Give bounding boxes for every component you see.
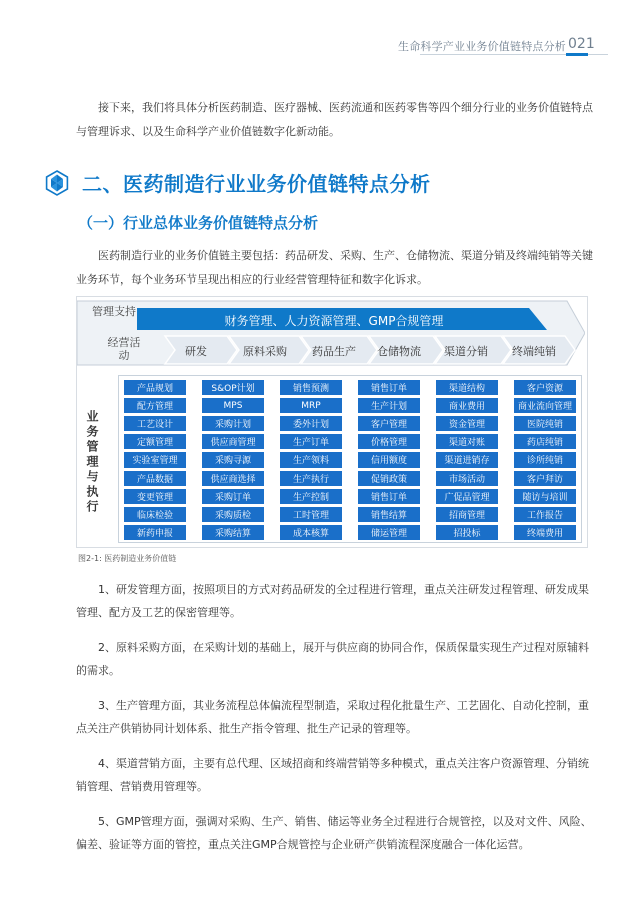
grid-cell: 诊所纯销: [514, 452, 576, 467]
management-banner-text: 财务管理、人力资源管理、GMP合规管理: [224, 314, 444, 328]
grid-cell: 新药申报: [124, 525, 186, 540]
process-logistics: 仓储物流: [377, 345, 421, 358]
grid-cell: 采购寻源: [202, 452, 264, 467]
grid-cell: 招投标: [436, 525, 498, 540]
grid-cell: 采购计划: [202, 416, 264, 431]
grid-cell: 成本核算: [280, 525, 342, 540]
grid-cell: 资金管理: [436, 416, 498, 431]
process-procurement: 原料采购: [243, 345, 287, 358]
grid-cell: 价格管理: [358, 434, 420, 449]
subsection-heading: （一）行业总体业务价值链特点分析: [78, 214, 319, 232]
process-production: 药品生产: [312, 345, 356, 358]
grid-cell: 产品规划: [124, 380, 186, 395]
grid-cell: 变更管理: [124, 489, 186, 504]
section-heading-text: 二、医药制造行业业务价值链特点分析: [82, 172, 431, 196]
process-distribution: 渠道分销: [444, 345, 488, 358]
point-5: 5、GMP管理方面，强调对采购、生产、销售、储运等业务全过程进行合规管控，以及对文件、风险、偏差、验证等方面的管控，重点关注GMP合规管控与企业研产供销流程深度融合一体化运营。: [76, 815, 592, 851]
grid-cell: 生产执行: [280, 471, 342, 486]
section-body-paragraph: 医药制造行业的业务价值链主要包括：药品研发、采购、生产、仓储物流、渠道分销及终端纯销等关键业务环节，每个业务环节呈现出相应的行业经营管理特征和数字化诉求。: [76, 249, 593, 286]
grid-cell: 工艺设计: [124, 416, 186, 431]
execution-label: 业务管理与执行: [85, 410, 99, 515]
figure-caption: 图2-1: 医药制造业务价值链: [78, 554, 177, 563]
grid-cell: 委外计划: [280, 416, 342, 431]
grid-cell: 药店纯销: [514, 434, 576, 449]
grid-cell: 渠道进销存: [436, 452, 498, 467]
operations-label: 经营活动: [107, 336, 141, 362]
grid-cell: S&OP计划: [202, 380, 264, 395]
grid-cell: 渠道对账: [436, 434, 498, 449]
grid-cell: 生产订单: [280, 434, 342, 449]
section-body-block: [76, 244, 596, 292]
grid-cell: 广促品管理: [436, 489, 498, 504]
grid-cell: 商业流向管理: [514, 398, 576, 413]
grid-cell: 供应商管理: [202, 434, 264, 449]
grid-cell: 临床检验: [124, 507, 186, 522]
grid-cell: 销售订单: [358, 380, 420, 395]
grid-cell: 配方管理: [124, 398, 186, 413]
grid-cell: 供应商选择: [202, 471, 264, 486]
grid-cell: 客户拜访: [514, 471, 576, 486]
grid-cell: 终端费用: [514, 525, 576, 540]
point-1: 1、研发管理方面，按照项目的方式对药品研发的全过程进行管理，重点关注研发过程管理、研发成果管理、配方及工艺的保密管理等。: [76, 583, 589, 619]
grid-cell: 储运管理: [358, 525, 420, 540]
running-header-title: 生命科学产业业务价值链特点分析: [398, 40, 566, 53]
management-support-label: 管理支持: [92, 305, 136, 318]
grid-cell: 产品数据: [124, 471, 186, 486]
grid-cell: 采购质检: [202, 507, 264, 522]
grid-cell: 市场活动: [436, 471, 498, 486]
grid-cell: 采购结算: [202, 525, 264, 540]
grid-cell: 销售结算: [358, 507, 420, 522]
points-list: [76, 578, 596, 868]
grid-cell: 招商管理: [436, 507, 498, 522]
page-number: 021: [568, 36, 595, 52]
intro-paragraph: 接下来，我们将具体分析医药制造、医疗器械、医药流通和医药零售等四个细分行业的业务价值链特点与管理诉求、以及生命科学产业价值链数字化新动能。: [76, 101, 593, 138]
header-accent-bar: [566, 53, 588, 56]
grid-cell: 生产领料: [280, 452, 342, 467]
grid-cell: 销售预测: [280, 380, 342, 395]
grid-cell: 销售订单: [358, 489, 420, 504]
process-terminal: 终端纯销: [512, 345, 556, 358]
grid-cell: 促销政策: [358, 471, 420, 486]
execution-grid: [124, 380, 576, 540]
grid-cell: 商业费用: [436, 398, 498, 413]
intro-block: [76, 96, 596, 144]
point-4: 4、渠道营销方面，主要有总代理、区域招商和终端营销等多种模式，重点关注客户资源管理、分销统销管理、营销费用管理等。: [76, 757, 589, 793]
grid-cell: MRP: [280, 398, 342, 413]
point-3: 3、生产管理方面，其业务流程总体偏流程型制造，采取过程化批量生产、工艺固化、自动化控制，重点关注产供销协同计划体系、批生产指令管理、批生产记录的管理等。: [76, 699, 589, 735]
section-heading: [44, 168, 431, 197]
hexagon-flower-icon: [44, 170, 70, 196]
grid-cell: 工时管理: [280, 507, 342, 522]
grid-cell: 医院纯销: [514, 416, 576, 431]
grid-cell: 信用额度: [358, 452, 420, 467]
grid-cell: 客户资源: [514, 380, 576, 395]
grid-cell: MPS: [202, 398, 264, 413]
grid-cell: 生产计划: [358, 398, 420, 413]
point-2: 2、原料采购方面，在采购计划的基础上，展开与供应商的协同合作，保质保量实现生产过程对原辅料的需求。: [76, 641, 589, 677]
process-rnd: 研发: [185, 345, 207, 358]
grid-cell: 采购订单: [202, 489, 264, 504]
grid-cell: 实验室管理: [124, 452, 186, 467]
grid-cell: 生产控制: [280, 489, 342, 504]
grid-cell: 随访与培训: [514, 489, 576, 504]
grid-cell: 工作报告: [514, 507, 576, 522]
grid-cell: 客户管理: [358, 416, 420, 431]
grid-cell: 渠道结构: [436, 380, 498, 395]
grid-cell: 定额管理: [124, 434, 186, 449]
